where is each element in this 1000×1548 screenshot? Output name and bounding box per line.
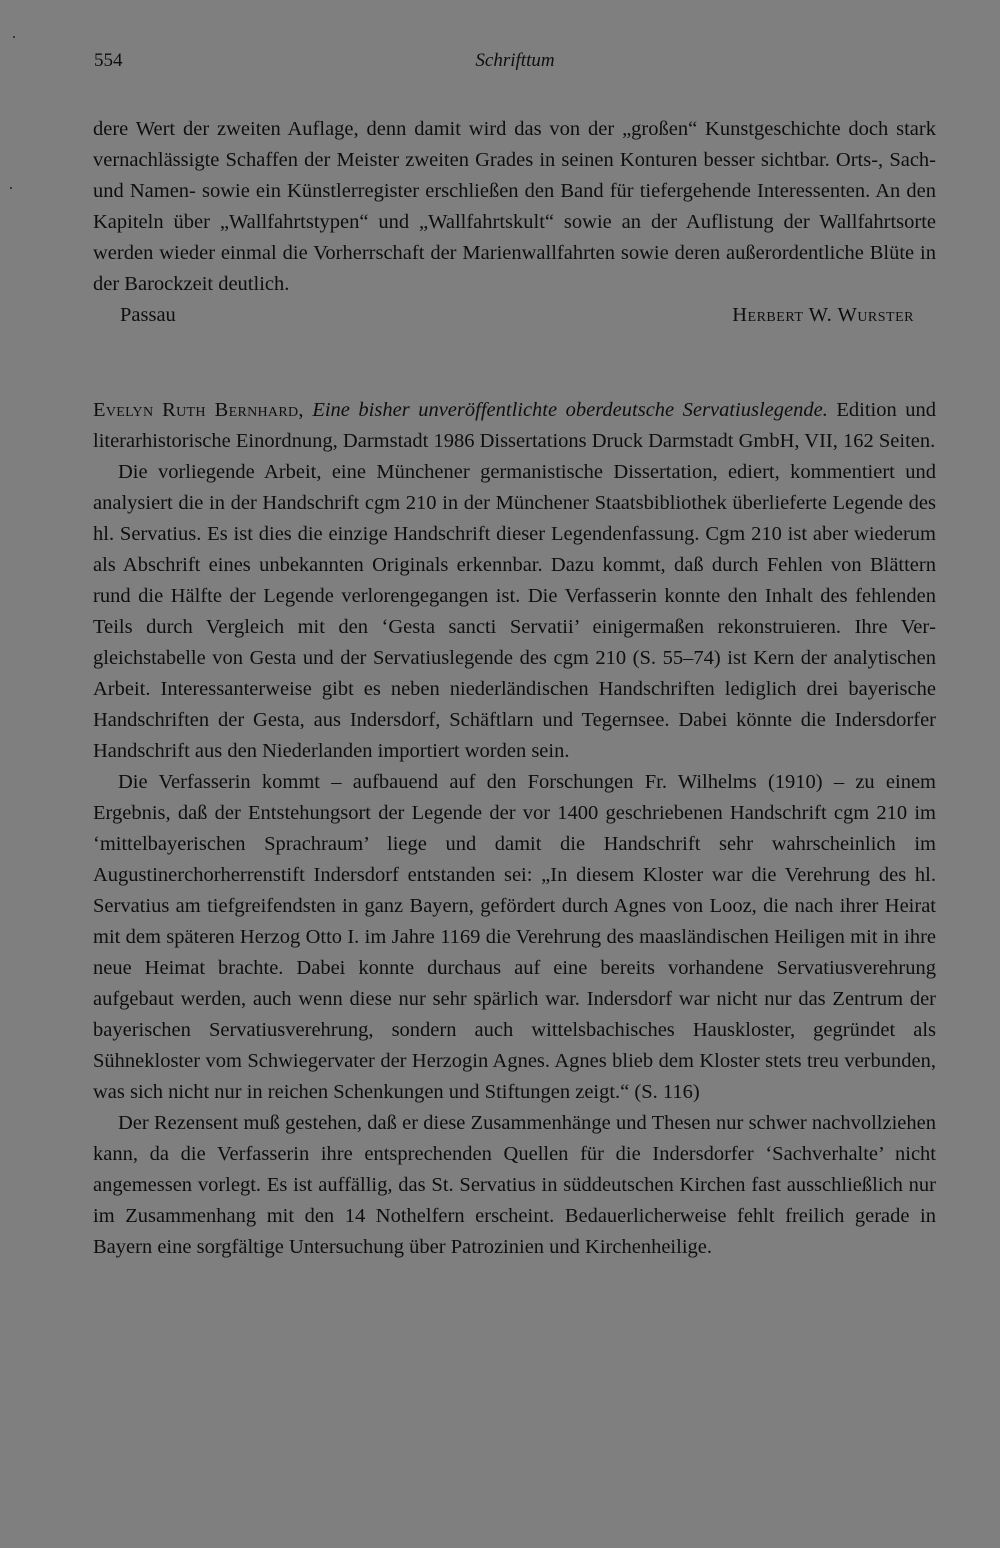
review-bibliographic-entry xyxy=(93,395,936,457)
review-paragraph: Die vorliegende Arbeit, eine Münchener germanistische Dissertation, ediert, kommentiert und analysiert die in der Handschrift cgm 210 in der Münchener Staatsbibliothek überlieferte Legende des hl. Servatius. Es ist dies die einzige Handschrift dieser Legendenfassung. Cgm 210 ist aber wiederum als Abschrift eines unbekannten Originals erkennbar. Dazu kommt, daß durch Fehlen von Blättern rund die Hälfte der Legende verlorengegangen ist. Die Verfasserin konnte den Inhalt des fehlenden Teils durch Vergleich mit den ‘Gesta sancti Servatii’ einigermaßen rekonstruieren. Ihre Vergleichstabelle von Gesta und der Servatiuslegende des cgm 210 (S. 55–74) ist Kern der analytischen Arbeit. Interessanterweise gibt es neben niederländischen Handschriften lediglich drei bayerische Handschriften der Gesta, aus Indersdorf, Schäftlarn und Tegernsee. Dabei könnte die Indersdorfer Handschrift aus den Niederlanden importiert worden sein. xyxy=(93,461,936,762)
reviewed-book-publication: Edition und literarhistorische Einordnung, Darmstadt 1986 Dissertations Druck Darmstadt GmbH, VII, 162 Seiten. xyxy=(93,399,937,452)
signoff-place: Passau xyxy=(120,304,176,326)
review-paragraph: Der Rezensent muß gestehen, daß er diese Zusammenhänge und Thesen nur schwer nachvollziehen kann, da die Verfasserin ihre entsprechenden Quellen für die Indersdorfer ‘Sachverhalte’ nicht angemessen vorlegt. Es ist auffällig, das St. Servatius in süddeutschen Kirchen fast ausschließlich nur im Zusammenhang mit den 14 Nothelfern erscheint. Bedauerlicherweise fehlt freilich gerade in Bayern eine sorgfältige Untersuchung über Patrozinien und Kirchenheilige. xyxy=(93,1112,936,1258)
page-number: 554 xyxy=(94,50,123,71)
reviewed-book-title: Eine bisher unveröffentlichte oberdeutsche Servatiuslegende. xyxy=(312,399,828,421)
review-paragraph: Die Verfasserin kommt – aufbauend auf den Forschungen Fr. Wilhelms (1910) – zu einem Ergebnis, daß der Entstehungsort der Legende der vor 1400 geschriebenen Handschrift cgm 210 im ‘mittelbayerischen Sprachraum’ liege und damit die Handschrift sehr wahrscheinlich im Augustinerchorherrenstift Indersdorf entstanden sei: „In diesem Kloster war die Verehrung des hl. Servatius am tiefgreifendsten in ganz Bayern, gefördert durch Agnes von Looz, die nach ihrer Heirat mit dem späteren Herzog Otto I. im Jahre 1169 die Verehrung des maasländischen Heiligen mit in ihre neue Heimat brachte. Dabei konnte durchaus auf eine bereits vorhandene Servatiusverehrung aufgebaut werden, auch wenn diese nur sehr spärlich war. Indersdorf war nicht nur das Zentrum der bayerischen Servatiusverehrung, sondern auch wittelsbachisches Hauskloster, gegründet als Sühnekloster vom Schwiegervater der Herzogin Agnes. Agnes blieb dem Kloster stets treu verbunden, was sich nicht nur in reichen Schenkungen und Stiftungen zeigt.“ (S. 116) xyxy=(93,771,936,1103)
signoff-reviewer: Herbert W. Wurster xyxy=(732,304,914,326)
running-title: Schrifttum xyxy=(475,50,555,71)
section-separator xyxy=(93,331,936,395)
scan-speck xyxy=(13,36,15,38)
scan-speck xyxy=(10,187,12,189)
previous-review-closing-paragraph: dere Wert der zweiten Auflage, denn damit wird das von der „großen“ Kunstgeschichte doch stark vernachlässigte Schaffen der Meister zweiten Grades in seinen Konturen besser sichtbar. Orts-, Sach- und Namen- sowie ein Künstlerregister erschließen den Band für tiefergehende Interessenten. An den Kapiteln über „Wallfahrtstypen“ und „Wallfahrtskult“ sowie an der Auflistung der Wallfahrtsorte werden wieder einmal die Vorherrschaft der Marienwallfahrten sowie deren außerordentliche Blüte in der Barockzeit deutlich. xyxy=(93,118,936,295)
review-signoff xyxy=(93,300,936,331)
text-body xyxy=(93,114,936,1263)
running-head xyxy=(94,50,936,78)
reviewed-book-author: Evelyn Ruth Bernhard, xyxy=(93,399,304,421)
